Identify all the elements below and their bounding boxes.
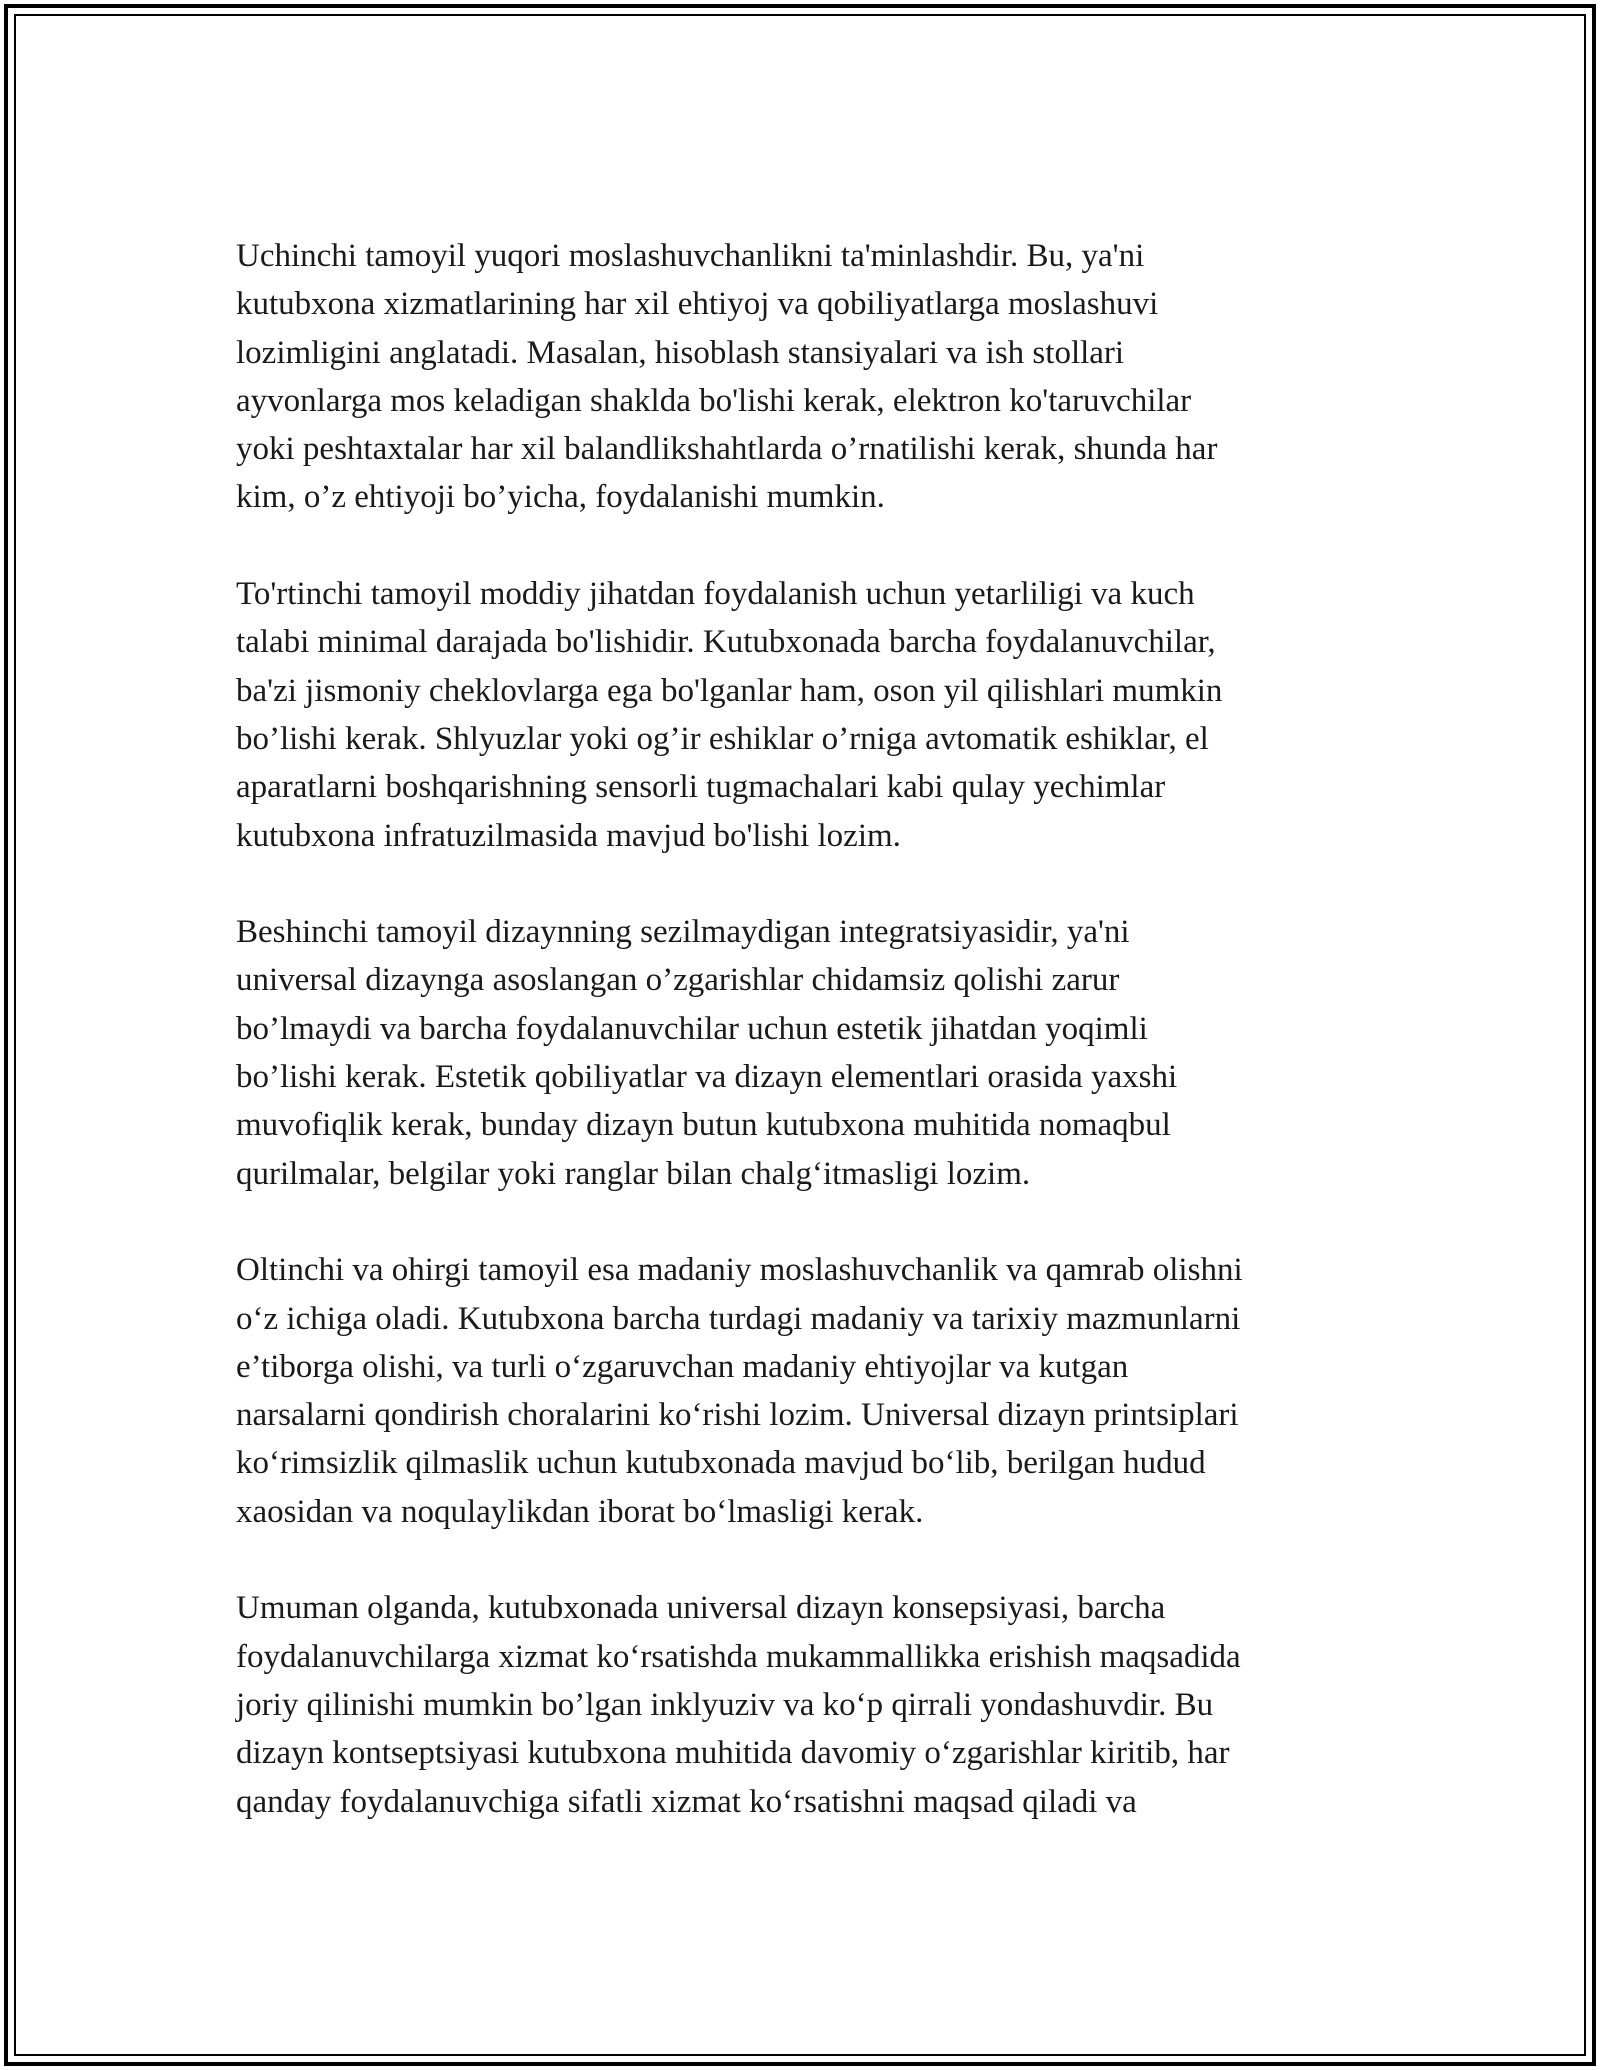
text-line: kim, o’z ehtiyoji bo’yicha, foydalanishi mumkin. xyxy=(236,479,885,516)
paragraph-4 xyxy=(236,1246,1386,1536)
document-body xyxy=(236,232,1386,1874)
paragraph-5 xyxy=(236,1584,1386,1825)
text-line: dizayn kontseptsiyasi kutubxona muhitida davomiy o‘zgarishlar kiritib, har xyxy=(236,1735,1230,1772)
text-line: talabi minimal darajada bo'lishidir. Kutubxonada barcha foydalanuvchilar, xyxy=(236,624,1216,661)
text-line: o‘z ichiga oladi. Kutubxona barcha turdagi madaniy va tarixiy mazmunlarni xyxy=(236,1300,1241,1337)
text-line: muvofiqlik kerak, bunday dizayn butun kutubxona muhitida nomaqbul xyxy=(236,1107,1171,1144)
text-line: qanday foydalanuvchiga sifatli xizmat ko‘rsatishni maqsad qiladi va xyxy=(236,1783,1137,1820)
paragraph-2 xyxy=(236,570,1386,860)
text-line: foydalanuvchilarga xizmat ko‘rsatishda mukammallikka erishish maqsadida xyxy=(236,1638,1241,1675)
paragraph-3 xyxy=(236,908,1386,1198)
text-line: aparatlarni boshqarishning sensorli tugmachalari kabi qulay yechimlar xyxy=(236,769,1166,806)
text-line: Beshinchi tamoyil dizaynning sezilmaydigan integratsiyasidir, ya'ni xyxy=(236,914,1130,951)
paragraph-1 xyxy=(236,232,1386,522)
text-line: bo’lishi kerak. Shlyuzlar yoki og’ir eshiklar o’rniga avtomatik eshiklar, el xyxy=(236,720,1209,757)
text-line: e’tiborga olishi, va turli o‘zgaruvchan madaniy ehtiyojlar va kutgan xyxy=(236,1348,1129,1385)
text-line: Uchinchi tamoyil yuqori moslashuvchanlikni ta'minlashdir. Bu, ya'ni xyxy=(236,238,1145,274)
text-line: ko‘rimsizlik qilmaslik uchun kutubxonada mavjud bo‘lib, berilgan hudud xyxy=(236,1445,1206,1482)
text-line: universal dizaynga asoslangan o’zgarishlar chidamsiz qolishi zarur xyxy=(236,962,1120,999)
text-line: narsalarni qondirish choralarini ko‘rishi lozim. Universal dizayn printsiplari xyxy=(236,1397,1239,1434)
text-line: bo’lishi kerak. Estetik qobiliyatlar va dizayn elementlari orasida yaxshi xyxy=(236,1059,1178,1096)
text-line: kutubxona xizmatlarining har xil ehtiyoj va qobiliyatlarga moslashuvi xyxy=(236,286,1159,323)
text-line: lozimligini anglatadi. Masalan, hisoblash stansiyalari va ish stollari xyxy=(236,334,1125,371)
text-line: ayvonlarga mos keladigan shaklda bo'lishi kerak, elektron ko'taruvchilar xyxy=(236,382,1192,419)
text-line: Oltinchi va ohirgi tamoyil esa madaniy moslashuvchanlik va qamrab olishni xyxy=(236,1252,1243,1289)
text-line: xaosidan va noqulaylikdan iborat bo‘lmasligi kerak. xyxy=(236,1493,924,1530)
text-line: kutubxona infratuzilmasida mavjud bo'lishi lozim. xyxy=(236,817,901,854)
text-line: Umuman olganda, kutubxonada universal dizayn konsepsiyasi, barcha xyxy=(236,1590,1166,1627)
text-line: joriy qilinishi mumkin bo’lgan inklyuziv va ko‘p qirrali yondashuvdir. Bu xyxy=(236,1686,1214,1723)
text-line: qurilmalar, belgilar yoki ranglar bilan chalg‘itmasligi lozim. xyxy=(236,1155,1031,1192)
text-line: yoki peshtaxtalar har xil balandlikshahtlarda o’rnatilishi kerak, shunda har xyxy=(236,431,1218,468)
text-line: ba'zi jismoniy cheklovlarga ega bo'lganlar ham, oson yil qilishlari mumkin xyxy=(236,672,1223,709)
text-line: bo’lmaydi va barcha foydalanuvchilar uchun estetik jihatdan yoqimli xyxy=(236,1010,1148,1047)
text-line: To'rtinchi tamoyil moddiy jihatdan foydalanish uchun yetarliligi va kuch xyxy=(236,576,1195,613)
